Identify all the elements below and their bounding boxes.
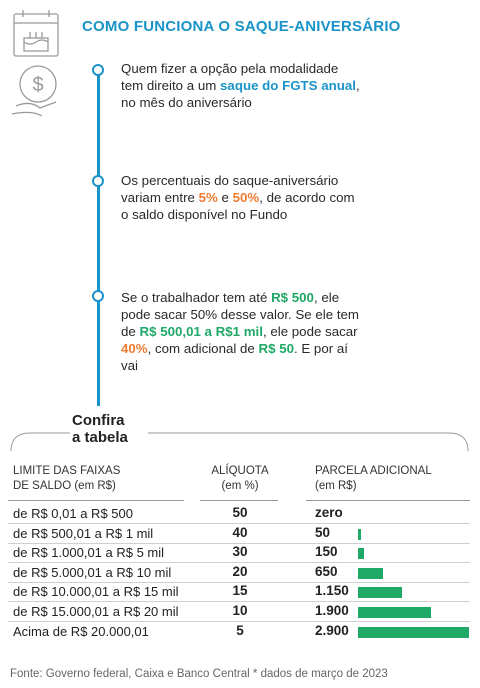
additional-bar (358, 607, 431, 618)
header-divider (8, 500, 184, 501)
rate-cell: 20 (232, 563, 248, 579)
table-bracket (10, 432, 469, 452)
limit-cell: de R$ 5.000,01 a R$ 10 mil (13, 564, 172, 580)
rate-cell: 40 (232, 524, 248, 540)
additional-cell: 150 (315, 544, 338, 560)
step-highlight: 50% (232, 190, 260, 205)
limit-cell: de R$ 0,01 a R$ 500 (13, 506, 133, 521)
additional-bar (358, 587, 402, 598)
rate-cell: 50 (232, 505, 248, 520)
additional-cell: 2.900 (315, 622, 349, 638)
additional-bar (358, 627, 469, 638)
additional-cell: 50 (315, 524, 331, 540)
additional-cell: zero (315, 505, 343, 520)
timeline-step (121, 172, 361, 223)
rate-cell: 15 (232, 583, 248, 599)
limit-cell: de R$ 1.000,01 a R$ 5 mil (13, 545, 165, 561)
additional-cell: 1.150 (315, 583, 349, 599)
step-text: , de acordo com o saldo disponível no Fundo (121, 190, 355, 222)
step-text: Se o trabalhador tem até (121, 290, 272, 305)
additional-cell: 650 (315, 563, 338, 579)
limit-cell: de R$ 15.000,01 a R$ 20 mil (13, 604, 179, 619)
step-text: Os percentuais do saque-aniversário variam entre (121, 173, 339, 205)
additional-bar (358, 529, 361, 540)
timeline-line (97, 66, 100, 406)
limit-cell: Acima de R$ 20.000,01 (13, 623, 149, 639)
column-header-rate: ALÍQUOTA (em %) (211, 465, 269, 492)
additional-cell: 1.900 (315, 603, 349, 618)
step-highlight: R$ 500,01 a R$1 mil (139, 324, 263, 339)
additional-bar (358, 548, 364, 559)
column-header-limit: LIMITE DAS FAIXAS DE SALDO (em R$) (13, 465, 121, 492)
timeline-step (121, 60, 361, 111)
step-highlight: R$ 500 (271, 290, 314, 305)
svg-text:$: $ (32, 74, 44, 96)
table-heading-line: a tabela (72, 429, 128, 446)
header-divider (200, 500, 278, 501)
step-text: Quem fizer a opção pela modalidade tem direito a um (121, 61, 339, 93)
limit-cell: de R$ 10.000,01 a R$ 15 mil (13, 584, 179, 600)
table-row (0, 622, 480, 642)
step-text: . E por aí vai (121, 341, 348, 373)
table-row (0, 582, 480, 602)
calendar-cake-money-icon (8, 6, 72, 124)
header-divider (306, 500, 470, 501)
timeline-dot (92, 290, 104, 302)
step-text: , no mês do aniversário (121, 78, 360, 110)
table-row (0, 563, 480, 583)
timeline-dot (92, 64, 104, 76)
timeline-step (121, 289, 361, 374)
step-text: , com adicional de (147, 341, 259, 356)
table-row (0, 524, 480, 544)
column-header-additional: PARCELA ADICIONAL (em R$) (315, 465, 432, 492)
step-highlight: R$ 50 (258, 341, 294, 356)
step-highlight: 40% (121, 341, 148, 356)
table-heading-line: Confira (72, 412, 125, 429)
table-row (0, 602, 480, 622)
table-row (0, 504, 480, 524)
source-note: Fonte: Governo federal, Caixa e Banco Central * dados de março de 2023 (10, 668, 388, 680)
step-text: e (217, 190, 233, 205)
step-text: , ele pode sacar 50% desse valor. Se ele tem de (121, 290, 360, 339)
page-title: COMO FUNCIONA O SAQUE-ANIVERSÁRIO (82, 18, 401, 35)
step-text: , ele pode sacar (262, 324, 358, 339)
rate-cell: 10 (232, 603, 248, 618)
step-highlight: 5% (198, 190, 218, 205)
rate-cell: 5 (236, 622, 244, 638)
step-highlight: saque do FGTS anual (220, 78, 356, 93)
limit-cell: de R$ 500,01 a R$ 1 mil (13, 525, 154, 541)
table-row (0, 543, 480, 563)
timeline-dot (92, 175, 104, 187)
rate-cell: 30 (232, 544, 248, 560)
additional-bar (358, 568, 383, 579)
